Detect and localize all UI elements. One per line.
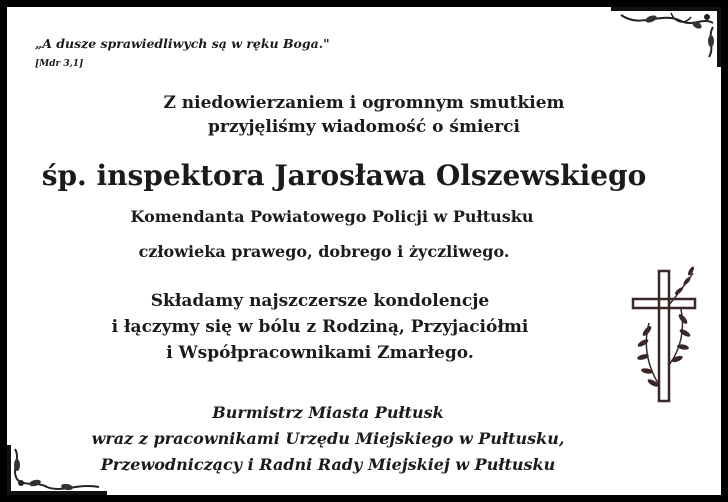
obituary-content <box>7 7 721 495</box>
signature-line-3: Przewodniczący i Radni Rady Miejskiej w Pułtusku <box>100 455 556 474</box>
deceased-role: Komendanta Powiatowego Policji w Pułtusku <box>130 207 534 226</box>
deceased-description: człowieka prawego, dobrego i życzliwego. <box>138 242 510 261</box>
cross-with-laurel-icon <box>629 265 701 405</box>
deceased-name: śp. inspektora Jarosława Olszewskiego <box>41 159 647 192</box>
intro-line-1: Z niedowierzaniem i ogromnym smutkiem <box>163 93 565 113</box>
signature-line-2: wraz z pracownikami Urzędu Miejskiego w Pułtusku, <box>91 429 565 448</box>
condolences-line-2: i łączymy się w bólu z Rodziną, Przyjaciółmi <box>111 317 529 337</box>
scripture-reference: [Mdr 3,1] <box>35 59 84 69</box>
intro-line-2: przyjęliśmy wiadomość o śmierci <box>208 117 520 137</box>
condolences-line-1: Składamy najszczersze kondolencje <box>150 291 490 311</box>
condolences-line-3: i Współpracownikami Zmarłego. <box>166 343 474 363</box>
signature-line-1: Burmistrz Miasta Pułtusk <box>212 403 444 422</box>
floral-corner-top-right-icon <box>611 7 721 67</box>
scripture-quote: „A dusze sprawiedliwych są w ręku Boga." <box>35 36 330 51</box>
